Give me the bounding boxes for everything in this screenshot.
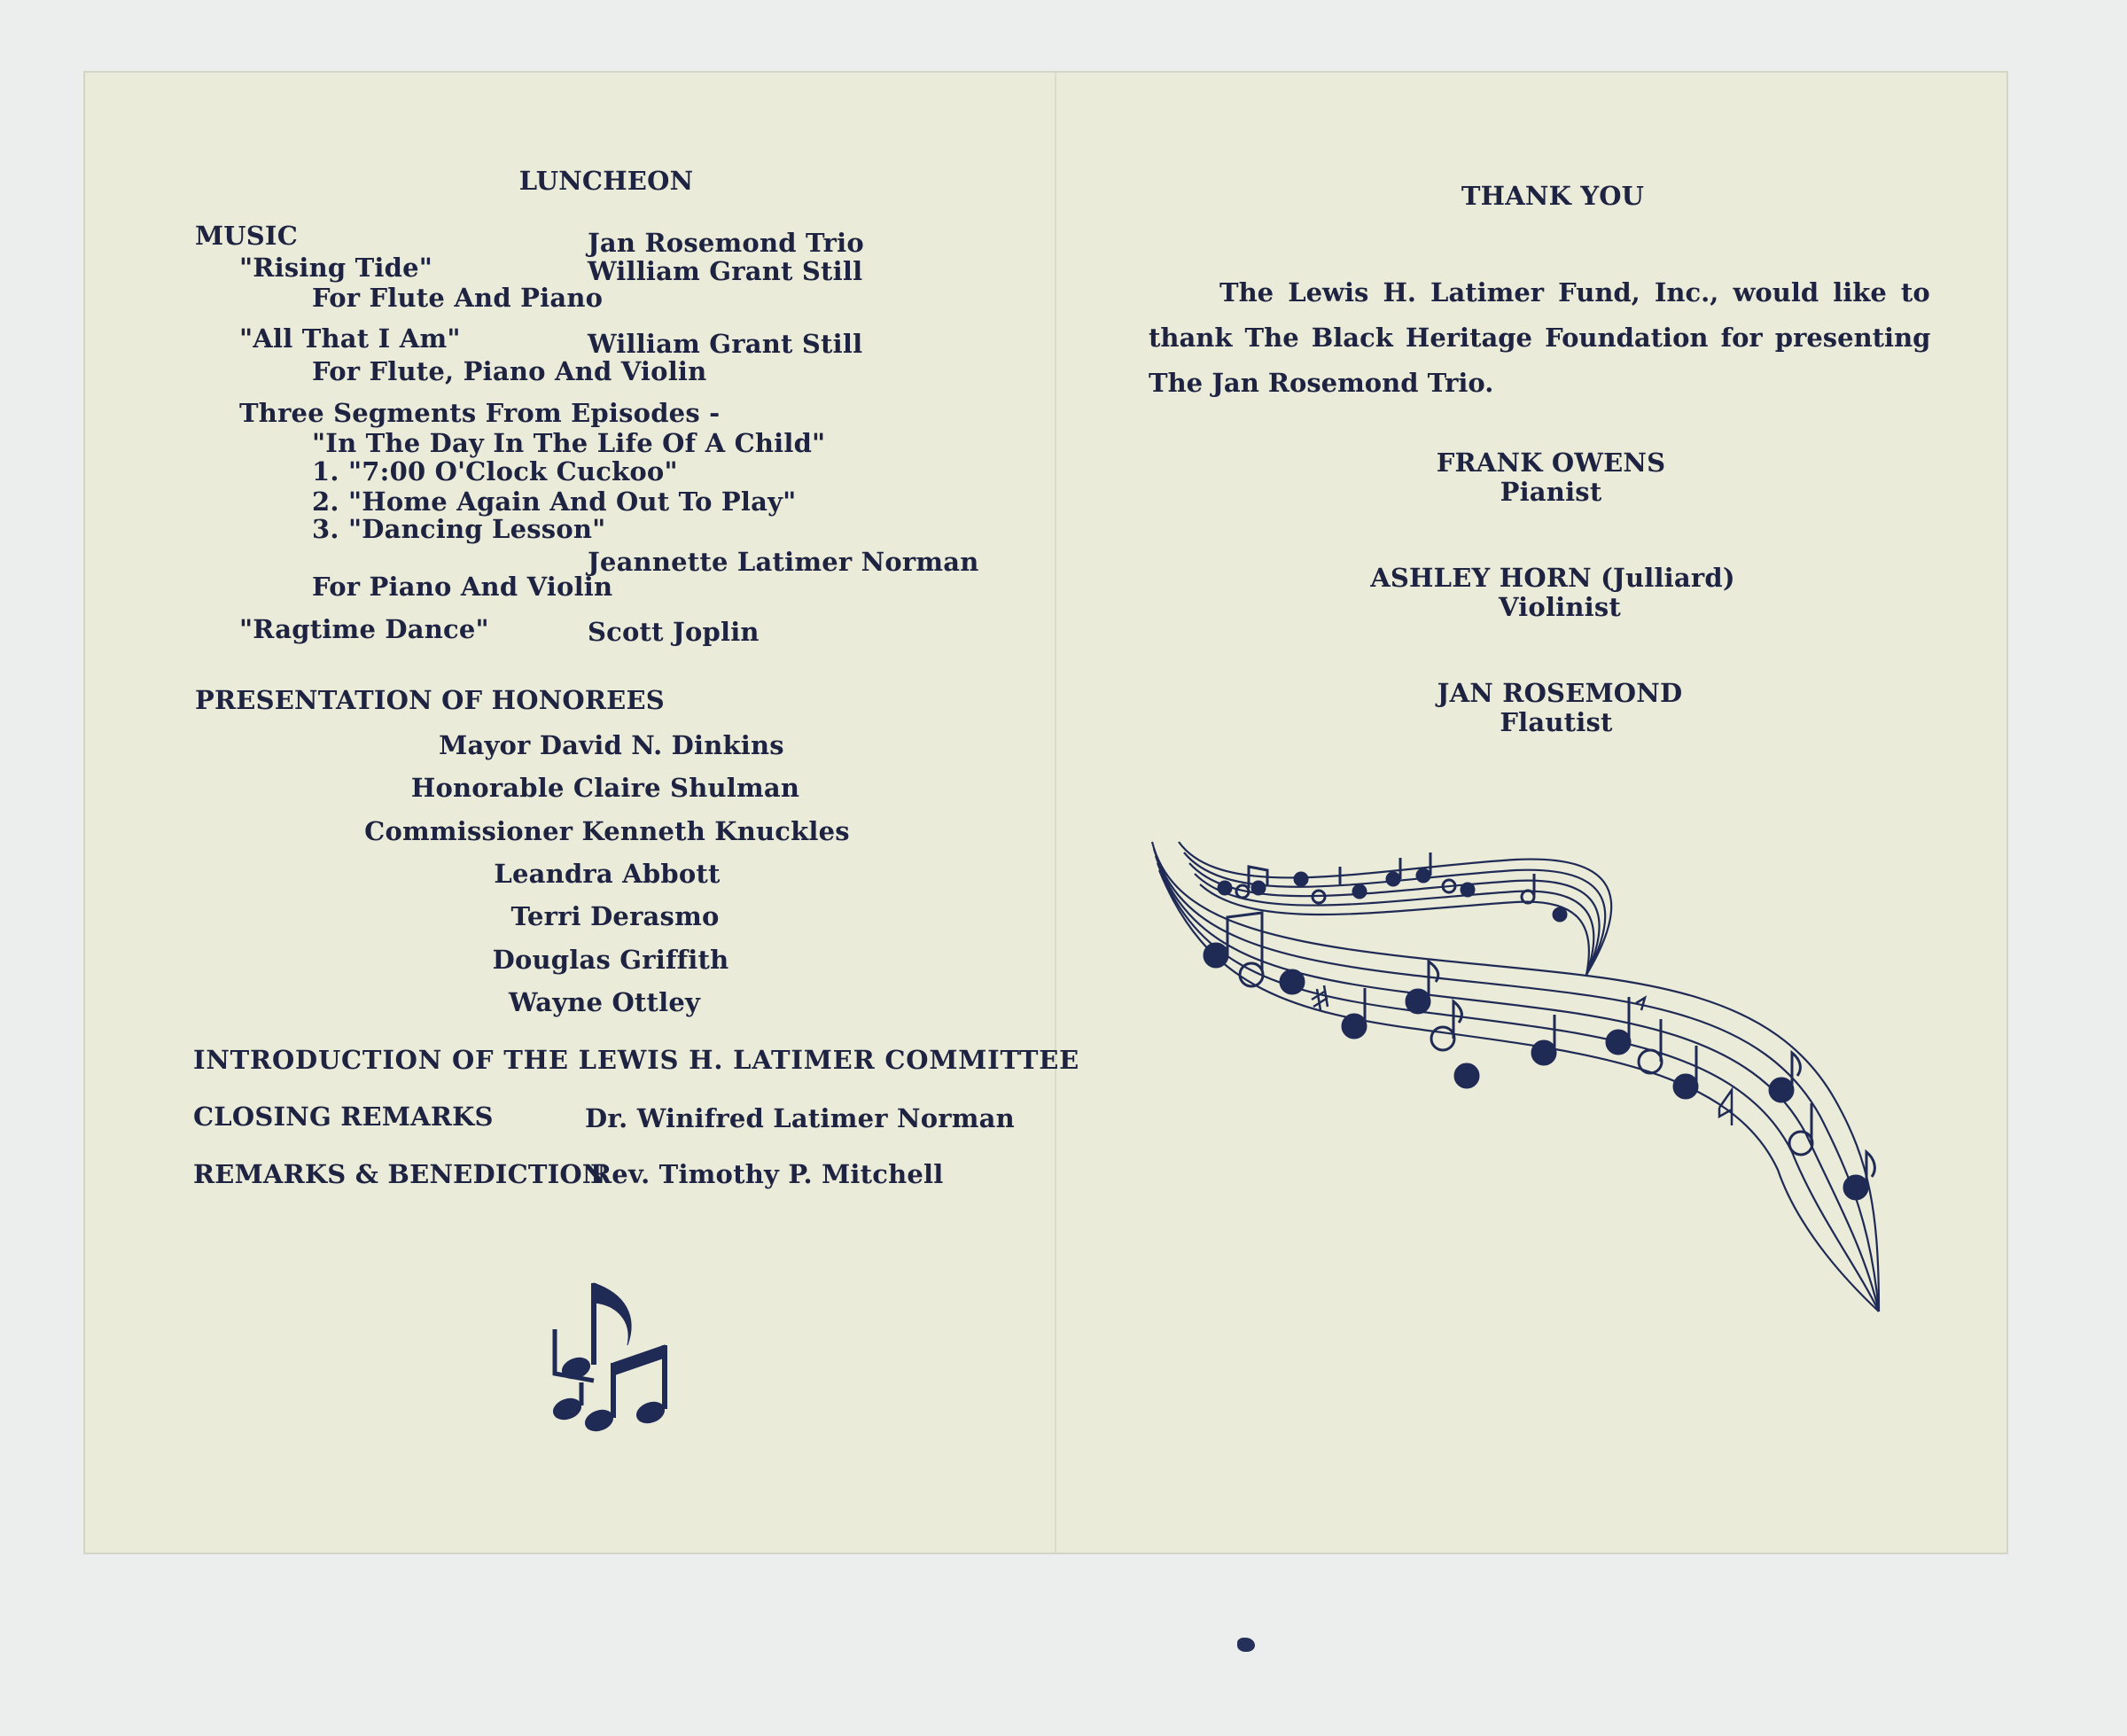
piece-title: Three Segments From Episodes -: [239, 398, 721, 428]
honoree-name: Leandra Abbott: [494, 859, 721, 889]
music-label: MUSIC: [195, 221, 298, 251]
segment-item: 1. "7:00 O'Clock Cuckoo": [312, 456, 678, 487]
thank-you-message: [1149, 270, 1931, 406]
piece-composer: Scott Joplin: [588, 617, 760, 647]
piece-note: For Flute, Piano And Violin: [312, 356, 707, 386]
message-line: The Lewis H. Latimer Fund, Inc., would like to: [1219, 277, 1930, 307]
honoree-name: Honorable Claire Shulman: [410, 773, 800, 803]
performer-role: Violinist: [1498, 592, 1622, 622]
benediction-speaker: Rev. Timothy P. Mitchell: [590, 1159, 944, 1189]
piece-title: "All That I Am": [239, 323, 461, 354]
honoree-name: Mayor David N. Dinkins: [439, 730, 784, 760]
benediction-label: REMARKS & BENEDICTION: [193, 1159, 606, 1189]
performer-name: FRANK OWENS: [1436, 448, 1666, 478]
performer-name: ASHLEY HORN (Julliard): [1370, 563, 1735, 593]
piece-composer: William Grant Still: [588, 329, 863, 359]
piece-composer: Jeannette Latimer Norman: [588, 547, 979, 577]
performer-role: Pianist: [1500, 477, 1602, 507]
closing-remarks-speaker: Dr. Winifred Latimer Norman: [585, 1103, 1015, 1133]
honoree-name: Douglas Griffith: [492, 945, 729, 975]
music-notes-icon: [541, 1276, 682, 1436]
segment-item: 3. "Dancing Lesson": [312, 514, 606, 544]
piece-title: "Ragtime Dance": [239, 614, 489, 644]
piece-note: For Piano And Violin: [312, 572, 613, 602]
luncheon-heading: LUNCHEON: [518, 166, 694, 196]
honoree-name: Wayne Ottley: [508, 987, 701, 1017]
message-line: The Jan Rosemond Trio.: [1149, 368, 1494, 398]
honoree-name: Commissioner Kenneth Knuckles: [364, 816, 850, 846]
honoree-name: Terri Derasmo: [510, 901, 720, 931]
piece-note: For Flute And Piano: [312, 283, 604, 313]
honorees-label: PRESENTATION OF HONOREES: [195, 685, 665, 715]
introduction-label: INTRODUCTION OF THE LEWIS H. LATIMER COMMITTEE: [193, 1045, 1080, 1075]
message-line: thank The Black Heritage Foundation for presenting: [1149, 323, 1931, 353]
piece-title: "Rising Tide": [239, 253, 433, 283]
closing-remarks-label: CLOSING REMARKS: [193, 1102, 494, 1132]
piece-composer: William Grant Still: [588, 256, 863, 286]
performer-role: Flautist: [1500, 707, 1613, 737]
center-fold: [1055, 73, 1056, 1553]
thank-you-heading: THANK YOU: [1461, 181, 1645, 211]
ink-stain: [1237, 1638, 1255, 1652]
performer-name: JAN ROSEMOND: [1437, 678, 1683, 708]
music-staff-icon: [1143, 833, 1905, 1329]
music-performer: Jan Rosemond Trio: [588, 228, 864, 258]
piece-subtitle: "In The Day In The Life Of A Child": [312, 428, 826, 458]
segment-item: 2. "Home Again And Out To Play": [312, 487, 797, 517]
